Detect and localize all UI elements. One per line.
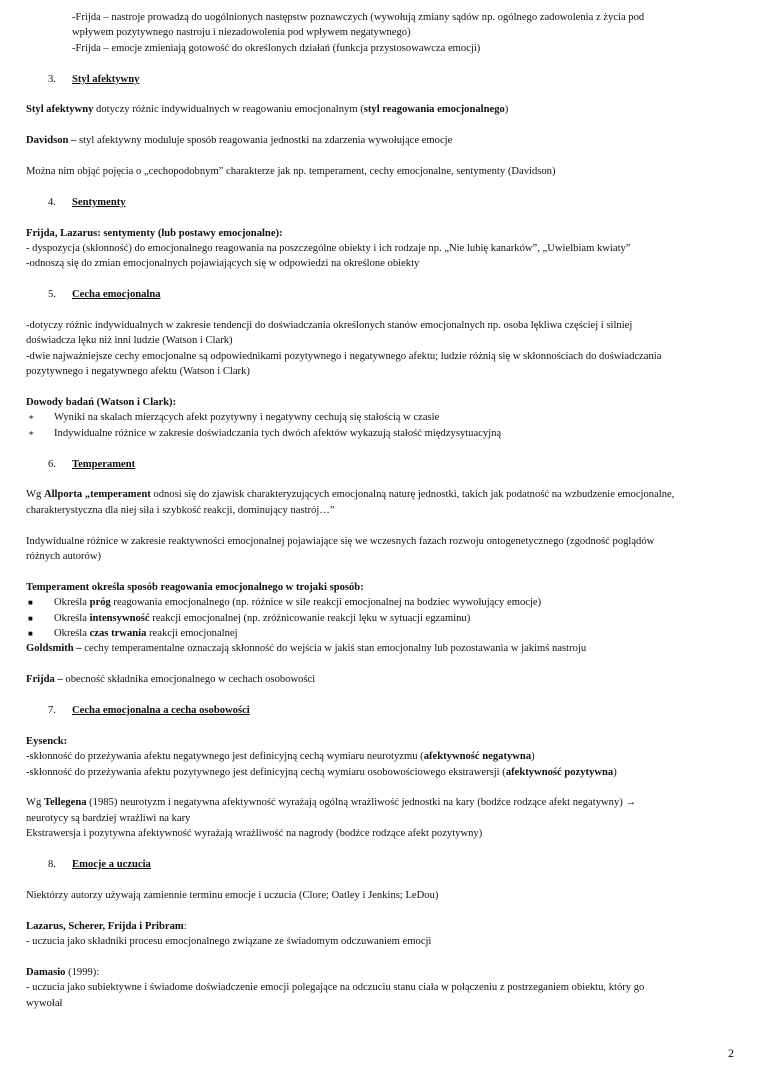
paragraph: -skłonność do przeżywania afektu pozytywnego jest definicyjną cechą wymiaru osobowościowego ekstrawersji (afektywność pozytywna) — [26, 766, 617, 778]
paragraph: Damasio (1999): — [26, 966, 100, 978]
section-title: Emocje a uczucia — [72, 859, 151, 871]
section-heading-8 — [26, 857, 738, 872]
list-item: ∗ Indywidualne różnice w zakresie doświadczania tych dwóch afektów wykazują stałość międzysytuacyjną — [26, 426, 738, 441]
paragraph: Frijda – obecność składnika emocjonalnego w cechach osobowości — [26, 674, 316, 686]
section-number: 8. — [48, 859, 56, 871]
paragraph: Davidson – styl afektywny moduluje sposób reagowania jednostki na zdarzenia wywołujące emocje — [26, 135, 453, 147]
asterisk-bullet-icon: ∗ — [28, 412, 35, 423]
paragraph: Ekstrawersja i pozytywna afektywność wyrażają wrażliwość na nagrody (bodźce rodzące afekt pozytywny) — [26, 828, 483, 840]
intro-line: -Frijda – emocje zmieniają gotowość do określonych działań (funkcja przystosowawcza emocji) — [72, 42, 481, 54]
intro-line: -Frijda – nastroje prowadzą do uogólnionych następstw poznawczych (wywołują zmiany sądów np. ogólnego zadowolenia z życia pod — [72, 12, 645, 23]
section-heading-5 — [26, 287, 738, 302]
paragraph: Dowody badań (Watson i Clark): — [26, 397, 177, 409]
list-item: ■ Określa próg reagowania emocjonalnego (np. różnice w sile reakcji emocjonalnej na bodziec wywołujący emocje) — [26, 595, 738, 610]
section-heading-4 — [26, 195, 738, 210]
temperament-list — [26, 595, 738, 641]
list-item: ■ Określa intensywność reakcji emocjonalnej (np. zróżnicowanie reakcji lęku w sytuacji egzaminu) — [26, 611, 738, 626]
paragraph: Lazarus, Scherer, Frijda i Pribram: — [26, 920, 187, 932]
square-bullet-icon: ■ — [28, 613, 33, 623]
paragraph: Indywidualne różnice w zakresie reaktywności emocjonalnej pojawiające się we wczesnych fazach rozwoju ontogenetycznego (zgodność poglądów — [26, 535, 655, 547]
paragraph: pozytywnego i negatywnego afektu (Watson i Clark) — [26, 366, 250, 378]
evidence-list — [26, 410, 738, 441]
asterisk-bullet-icon: ∗ — [28, 427, 35, 438]
paragraph: charakterystyczna dla niej siła i szybkość reakcji, dominujący nastrój…” — [26, 504, 335, 516]
section-heading-6 — [26, 457, 738, 472]
section-title: Cecha emocjonalna — [72, 289, 161, 301]
square-bullet-icon: ■ — [28, 598, 33, 608]
intro-line: wpływem pozytywnego nastroju i niezadowolenia pod wpływem negatywnego) — [72, 27, 411, 39]
paragraph: Wg Tellegena (1985) neurotyzm i negatywna afektywność wyrażają ogólną wrażliwość jednostki na kary (bodźce rodzące afekt negatywny) → — [26, 797, 637, 809]
section-title: Cecha emocjonalna a cecha osobowości — [72, 705, 250, 717]
paragraph: Goldsmith – cechy temperamentalne oznaczają skłonność do wejścia w jakiś stan emocjonalny lub pozostawania w jakimś nastroju — [26, 643, 587, 655]
paragraph: różnych autorów) — [26, 551, 102, 563]
paragraph: - uczucia jako subiektywne i świadome doświadczenie emocji polegające na odczuciu stanu ciała w połączeniu z postrzeganiem obiektu, który go — [26, 982, 645, 994]
paragraph: Wg Allporta „temperament odnosi się do zjawisk charakteryzujących emocjonalną naturę jednostki, takich jak podatność na wzbudzenie emocjonalne, — [26, 489, 675, 501]
list-item: ∗ Wyniki na skalach mierzących afekt pozytywny i negatywny cechują się stałością w czasie — [26, 410, 738, 425]
paragraph: -odnoszą się do zmian emocjonalnych pojawiających się w odpowiedzi na określone obiekty — [26, 258, 420, 270]
paragraph: Niektórzy autorzy używają zamiennie terminu emocje i uczucia (Clore; Oatley i Jenkins; LeDou) — [26, 889, 439, 901]
section-number: 6. — [48, 458, 56, 470]
section-title: Styl afektywny — [72, 73, 140, 85]
paragraph: Frijda, Lazarus: sentymenty (lub postawy emocjonalne): — [26, 227, 283, 239]
paragraph: -skłonność do przeżywania afektu negatywnego jest definicyjną cechą wymiaru neurotyzmu (afektywność negatywna) — [26, 751, 535, 763]
section-heading-3 — [26, 72, 738, 87]
section-title: Sentymenty — [72, 196, 126, 208]
paragraph: -dwie najważniejsze cechy emocjonalne są odpowiednikami pozytywnego i negatywnego afektu; ludzie różnią się w skłonnościach do doświadczania — [26, 350, 662, 362]
section-heading-7 — [26, 703, 738, 718]
section-title: Temperament — [72, 458, 136, 470]
paragraph: - uczucia jako składniki procesu emocjonalnego związane ze świadomym odczuwaniem emocji — [26, 936, 432, 948]
section-number: 3. — [48, 73, 56, 85]
paragraph: Temperament określa sposób reagowania emocjonalnego w trojaki sposób: — [26, 581, 364, 593]
paragraph: neurotycy są bardziej wrażliwi na kary — [26, 812, 191, 824]
paragraph: wywołał — [26, 997, 63, 1009]
list-item: ■ Określa czas trwania reakcji emocjonalnej — [26, 626, 738, 641]
section-number: 5. — [48, 289, 56, 301]
section-number: 7. — [48, 705, 56, 717]
paragraph: Styl afektywny dotyczy różnic indywidualnych w reagowaniu emocjonalnym (styl reagowania emocjonalnego) — [26, 104, 509, 116]
paragraph: - dyspozycja (skłonność) do emocjonalnego reagowania na poszczególne obiekty i ich rodzaje np. „Nie lubię kanarków”, „Uwielbiam kwiaty” — [26, 243, 631, 254]
paragraph: doświadcza lęku niż inni ludzie (Watson i Clark) — [26, 335, 233, 347]
section-number: 4. — [48, 196, 56, 208]
paragraph: -dotyczy różnic indywidualnych w zakresie tendencji do doświadczania określonych stanów emocjonalnych np. osoba lękliwa częściej i silniej — [26, 320, 633, 331]
paragraph: Można nim objąć pojęcia o „cechopodobnym” charakterze jak np. temperament, cechy emocjonalne, sentymenty (Davidson) — [26, 166, 556, 177]
square-bullet-icon: ■ — [28, 629, 33, 639]
paragraph: Eysenck: — [26, 735, 68, 747]
document-page — [26, 10, 738, 1011]
page-number: 2 — [728, 1046, 734, 1060]
